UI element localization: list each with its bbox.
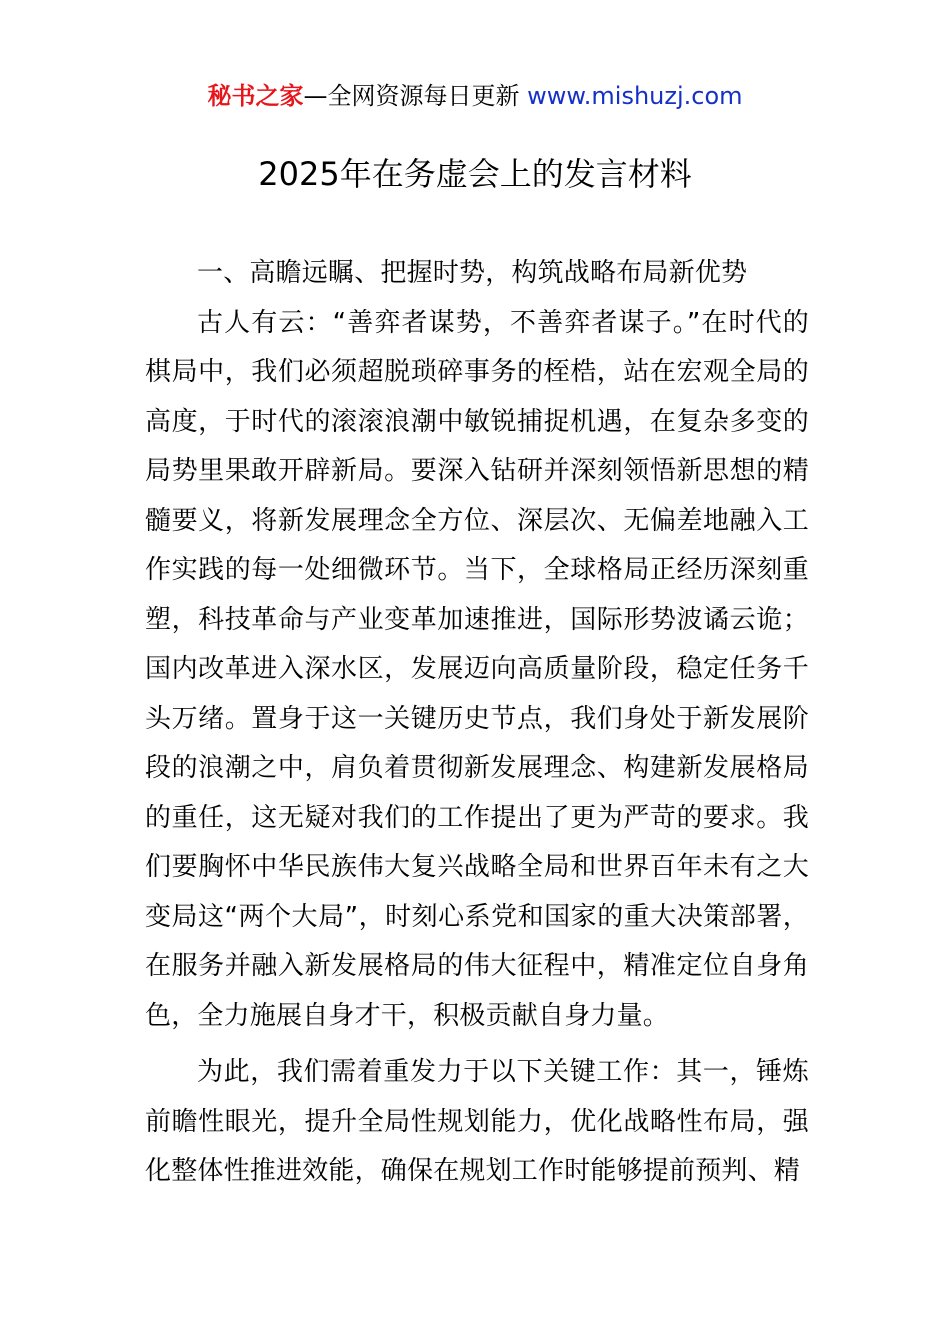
body-paragraph: 为此，我们需着重发力于以下关键工作：其一，锤炼前瞻性眼光，提升全局性规划能力，优化战略性布局，强化整体性推进效能，确保在规划工作时能够提前预判、精 bbox=[145, 1057, 809, 1186]
document-title: 2025年在务虚会上的发言材料 bbox=[258, 155, 692, 193]
body-paragraph: 古人有云：“善弈者谋势，不善弈者谋子。”在时代的棋局中，我们必须超脱琐碎事务的桎梏，站在宏观全局的高度，于时代的滚滚浪潮中敏锐捕捉机遇，在复杂多变的局势里果敢开辟新局。要深入钻研并深刻领悟新思想的精髓要义，将新发展理念全方位、深层次、无偏差地融入工作实践的每一处细微环节。当下，全球格局正经历深刻重塑，科技革命与产业变革加速推进，国际形势波谲云诡；国内改革进入深水区，发展迈向高质量阶段，稳定任务千头万绪。置身于这一关键历史节点，我们身处于新发展阶段的浪潮之中，肩负着贯彻新发展理念、构建新发展格局的重任，这无疑对我们的工作提出了更为严苛的要求。我们要胸怀中华民族伟大复兴战略全局和世界百年未有之大变局这“两个大局”，时刻心系党和国家的重大决策部署，在服务并融入新发展格局的伟大征程中，精准定位自身角色，全力施展自身才干，积极贡献自身力量。 bbox=[145, 307, 809, 1031]
brand-name: 秘书之家 bbox=[207, 82, 304, 110]
document-body bbox=[145, 249, 809, 1197]
header-tagline: —全网资源每日更新 bbox=[303, 82, 528, 110]
site-header bbox=[0, 80, 950, 112]
site-url-link[interactable]: www.mishuzj.com bbox=[527, 82, 743, 110]
section-heading: 一、高瞻远瞩、把握时势，构筑战略布局新优势 bbox=[197, 258, 748, 288]
